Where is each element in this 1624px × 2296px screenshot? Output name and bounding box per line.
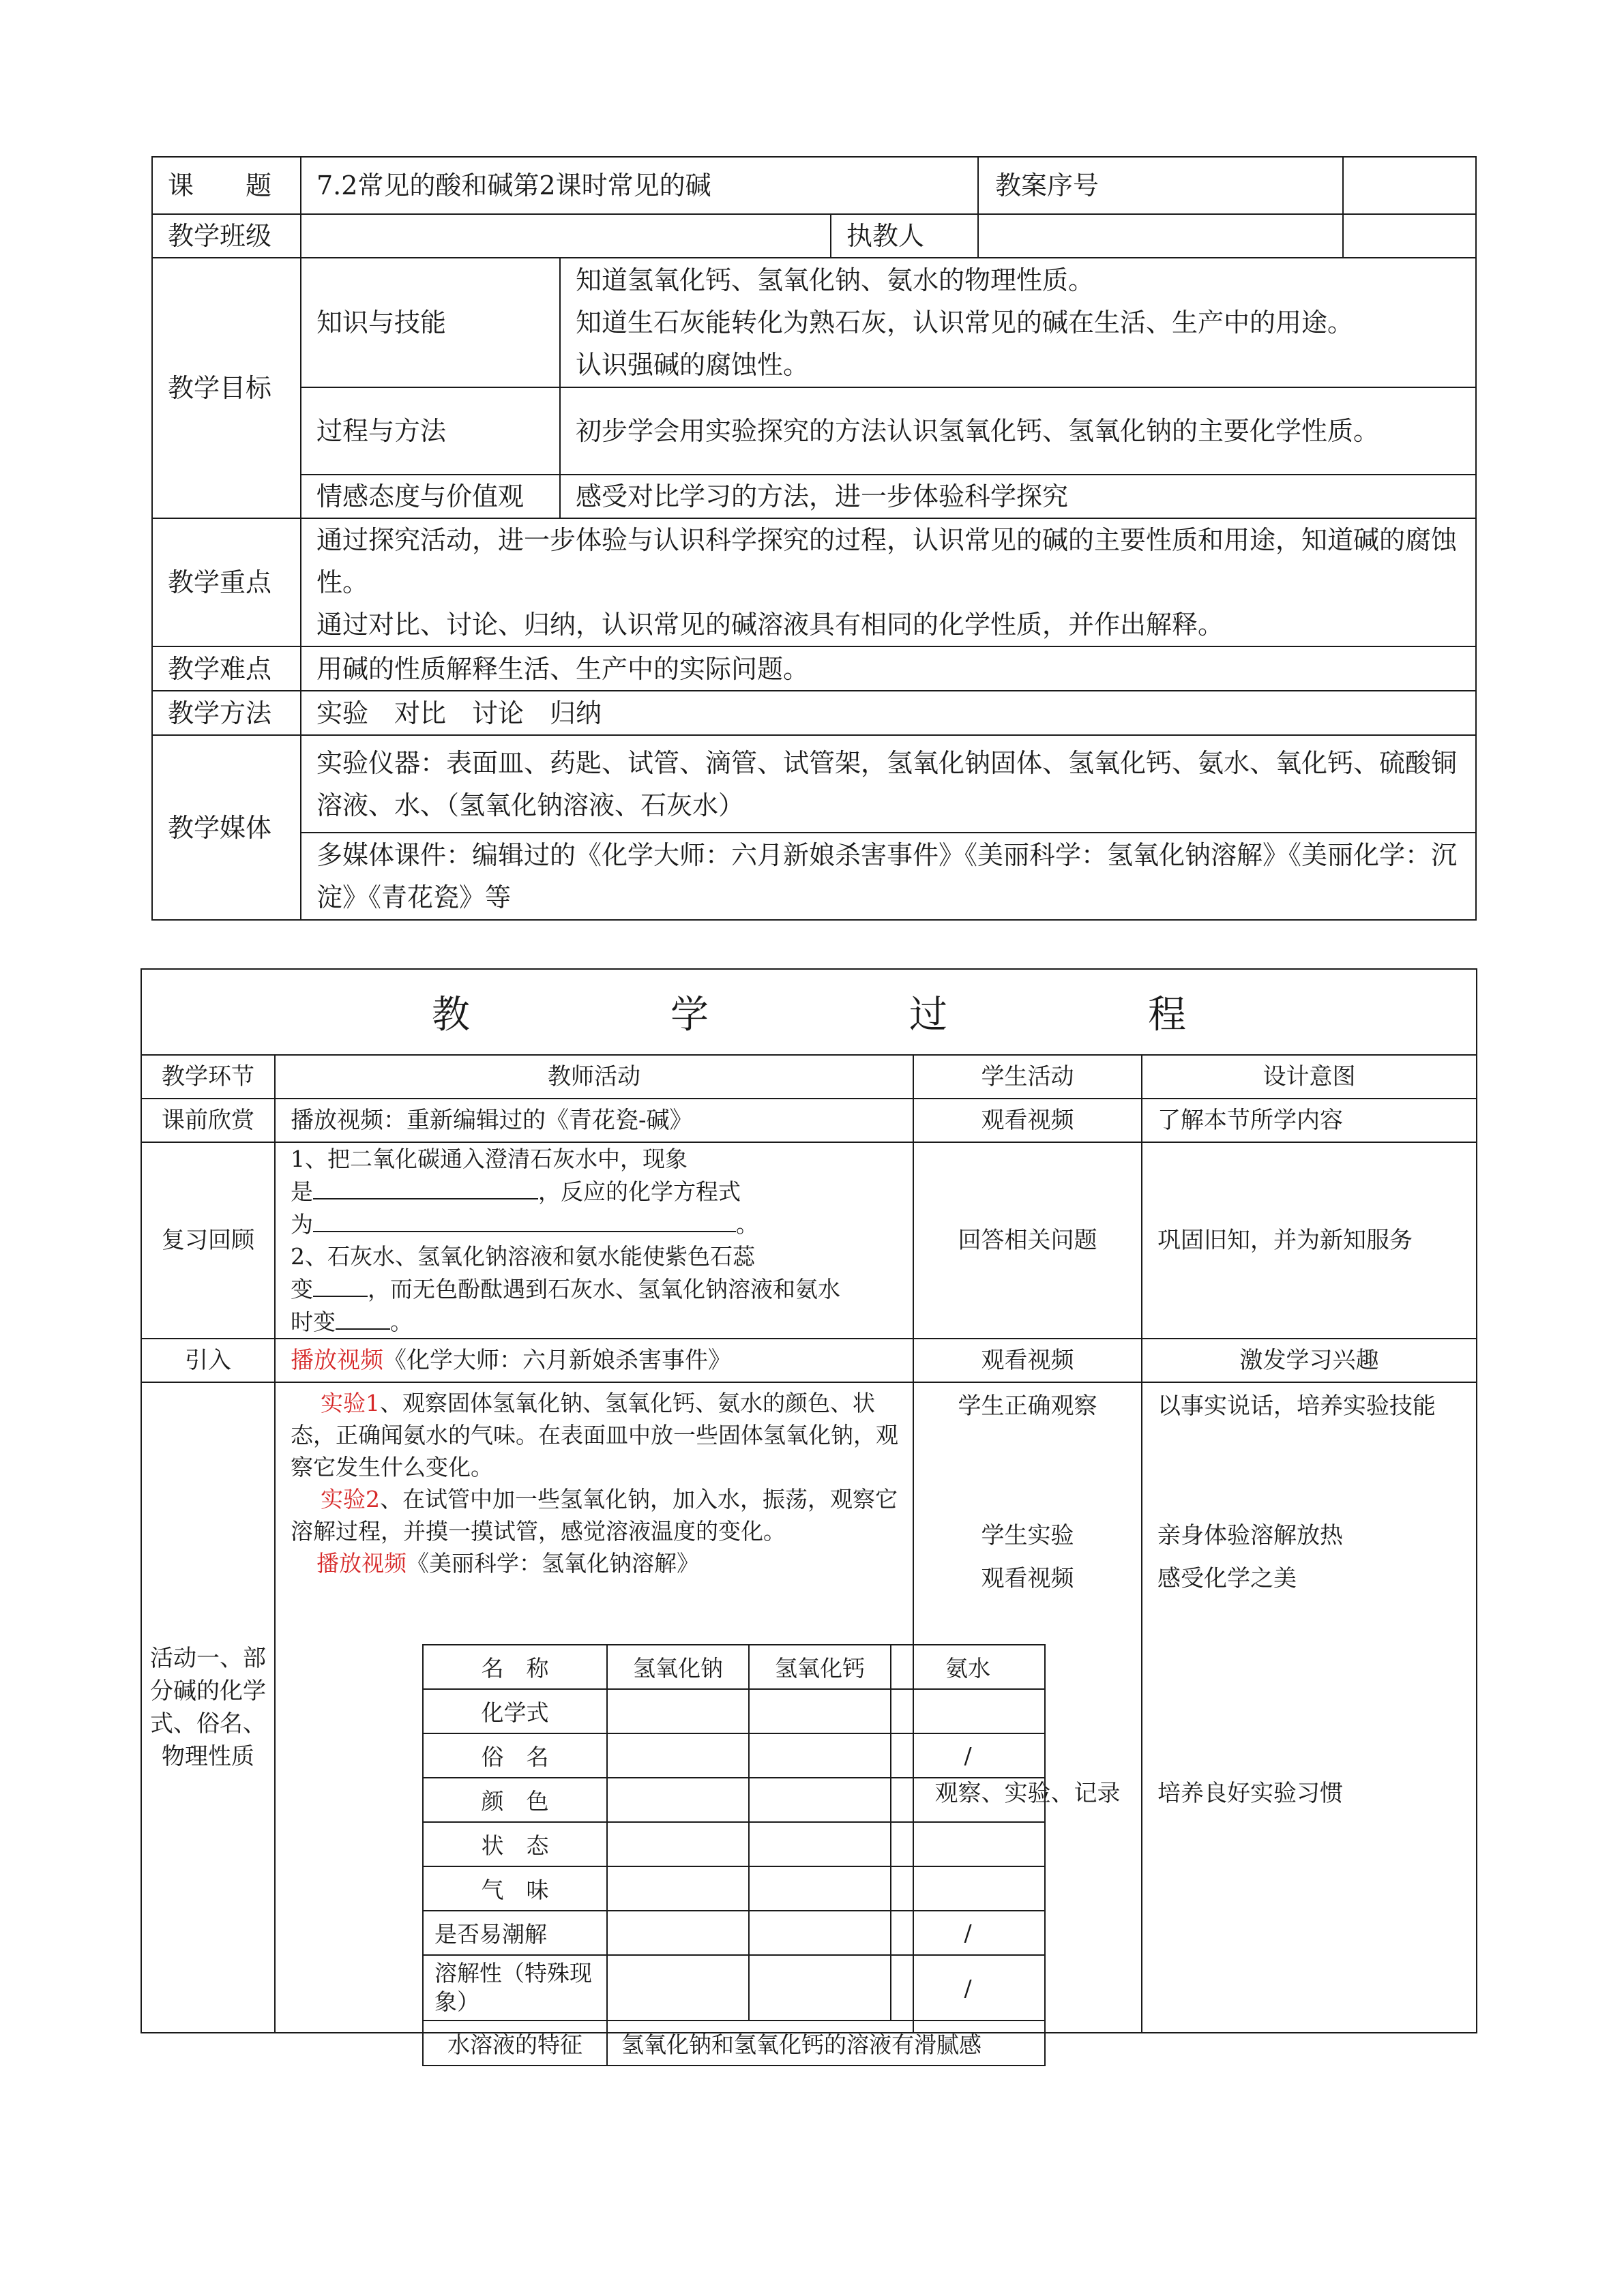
media-instruments: 实验仪器：表面皿、药匙、试管、滴管、试管架，氢氧化钠固体、氢氧化钙、氨水、氧化钙、硫酸铜溶液、水、（氢氧化钠溶液、石灰水）: [301, 735, 1476, 833]
preview-stage: 课前欣赏: [141, 1099, 275, 1142]
focus-label: 教学重点: [152, 518, 301, 646]
prop-cell[interactable]: [749, 1955, 891, 2021]
teacher-label: 执教人: [831, 214, 978, 258]
preview-student: 观看视频: [913, 1099, 1142, 1142]
prop-last-label: 水溶液的特征: [423, 2021, 607, 2066]
media-courseware: 多媒体课件：编辑过的《化学大师：六月新娘杀害事件》《美丽科学：氢氧化钠溶解》《美丽化学：沉淀》《青花瓷》等: [301, 833, 1476, 920]
exp1: 实验1、观察固体氢氧化钠、氢氧化钙、氨水的颜色、状态，正确闻氨水的气味。在表面皿中放一些固体氢氧化钠，观察它发生什么变化。: [291, 1390, 898, 1480]
prop-cell[interactable]: [749, 1822, 891, 1866]
prop-row-label: 是否易潮解: [423, 1911, 607, 1955]
review-intent: 巩固旧知，并为新知服务: [1142, 1142, 1477, 1339]
process-method-text: 初步学会用实验探究的方法认识氢氧化钙、氢氧化钠的主要化学性质。: [560, 387, 1476, 475]
prop-cell[interactable]: [607, 1911, 749, 1955]
method-label: 教学方法: [152, 691, 301, 735]
prop-cell: /: [891, 1733, 1045, 1778]
knowledge-label: 知识与技能: [301, 258, 560, 387]
prop-cell: /: [891, 1911, 1045, 1955]
focus-text: 通过探究活动，进一步体验与认识科学探究的过程，认识常见的碱的主要性质和用途，知道碱的腐蚀性。 通过对比、讨论、归纳，认识常见的碱溶液具有相同的化学性质，并作出解释。: [301, 518, 1476, 646]
plan-no-label: 教案序号: [978, 157, 1343, 214]
col-student: 学生活动: [913, 1055, 1142, 1099]
blank-litmus[interactable]: [313, 1272, 368, 1297]
prop-header-name: 名 称: [423, 1645, 607, 1689]
prop-row-label: 颜 色: [423, 1778, 607, 1822]
process-title: 教 学 过 程: [141, 969, 1477, 1055]
emotion-label: 情感态度与价值观: [301, 475, 560, 518]
activity1-stage: 活动一、部分碱的化学式、俗名、物理性质: [141, 1382, 275, 2033]
prop-row-label: 化学式: [423, 1689, 607, 1733]
emotion-text: 感受对比学习的方法，进一步体验科学探究: [560, 475, 1476, 518]
teacher-value: [978, 214, 1343, 258]
media-label: 教学媒体: [152, 735, 301, 920]
review-student: 回答相关问题: [913, 1142, 1142, 1339]
col-intent: 设计意图: [1142, 1055, 1477, 1099]
difficulty-label: 教学难点: [152, 646, 301, 691]
plan-no-value: [1343, 157, 1476, 214]
intro-teacher: 播放视频《化学大师：六月新娘杀害事件》: [275, 1339, 913, 1382]
review-teacher: 1、把二氧化碳通入澄清石灰水中，现象 是 ，反应的化学方程式 为 。 2、石灰水、氢氧化钠溶液和氨水能使紫色石蕊 变 ，而无色酚酞遇到石灰水、氢氧化钠溶液和氨水 时变 。: [275, 1142, 913, 1339]
prop-header-nh3: 氨水: [891, 1645, 1045, 1689]
prop-cell[interactable]: [607, 1866, 749, 1911]
blank-phenolphthalein[interactable]: [336, 1305, 390, 1330]
exp2: 实验2、在试管中加一些氢氧化钠，加入水，振荡，观察它溶解过程，并摸一摸试管，感觉溶液温度的变化。: [291, 1486, 898, 1545]
difficulty-text: 用碱的性质解释生活、生产中的实际问题。: [301, 646, 1476, 691]
lesson-info-table: [151, 156, 1477, 921]
method-text: 实验 对比 讨论 归纳: [301, 691, 1476, 735]
teaching-process-table: [141, 968, 1477, 2058]
prop-cell[interactable]: [607, 1822, 749, 1866]
preview-teacher: 播放视频：重新编辑过的《青花瓷-碱》: [275, 1099, 913, 1142]
blank-phenomenon[interactable]: [313, 1175, 538, 1199]
process-method-label: 过程与方法: [301, 387, 560, 475]
topic-value: 7.2常见的酸和碱第2课时常见的碱: [301, 157, 978, 214]
prop-cell[interactable]: [607, 1733, 749, 1778]
review-stage: 复习回顾: [141, 1142, 275, 1339]
activity1-intent: 以事实说话，培养实验技能 亲身体验溶解放热 感受化学之美 培养良好实验习惯: [1142, 1382, 1477, 2033]
prop-cell[interactable]: [607, 1955, 749, 2021]
prop-row-label: 状 态: [423, 1822, 607, 1866]
prop-cell: /: [891, 1955, 1045, 2021]
preview-intent: 了解本节所学内容: [1142, 1099, 1477, 1142]
topic-label: 课 题: [152, 157, 301, 214]
prop-row-label: 俗 名: [423, 1733, 607, 1778]
prop-cell[interactable]: [749, 1733, 891, 1778]
prop-cell[interactable]: [607, 1689, 749, 1733]
prop-cell[interactable]: [607, 1778, 749, 1822]
prop-header-caoh2: 氢氧化钙: [749, 1645, 891, 1689]
prop-cell[interactable]: [749, 1778, 891, 1822]
activity1-student: 学生正确观察 学生实验 观看视频 观察、实验、记录: [913, 1382, 1142, 2033]
knowledge-text: 知道氢氧化钙、氢氧化钠、氨水的物理性质。 知道生石灰能转化为熟石灰，认识常见的碱在生活、生产中的用途。 认识强碱的腐蚀性。: [560, 258, 1476, 387]
activity1-teacher: [275, 1382, 990, 2058]
class-label: 教学班级: [152, 214, 301, 258]
prop-cell[interactable]: [749, 1866, 891, 1911]
intro-student: 观看视频: [913, 1339, 1142, 1382]
prop-last-value: 氢氧化钠和氢氧化钙的溶液有滑腻感: [607, 2021, 1045, 2066]
prop-cell[interactable]: [749, 1689, 891, 1733]
col-stage: 教学环节: [141, 1055, 275, 1099]
objectives-label: 教学目标: [152, 258, 301, 518]
intro-intent: 激发学习兴趣: [1142, 1339, 1477, 1382]
blank-equation[interactable]: [313, 1208, 736, 1232]
prop-header-naoh: 氢氧化钠: [607, 1645, 749, 1689]
video-line: 播放视频《美丽科学：氢氧化钠溶解》: [316, 1550, 699, 1577]
prop-row-label: 溶解性（特殊现象）: [423, 1955, 607, 2021]
teacher-extra: [1343, 214, 1476, 258]
prop-row-label: 气 味: [423, 1866, 607, 1911]
intro-stage: 引入: [141, 1339, 275, 1382]
prop-cell[interactable]: [749, 1911, 891, 1955]
col-teacher: 教师活动: [275, 1055, 913, 1099]
class-value: [301, 214, 831, 258]
